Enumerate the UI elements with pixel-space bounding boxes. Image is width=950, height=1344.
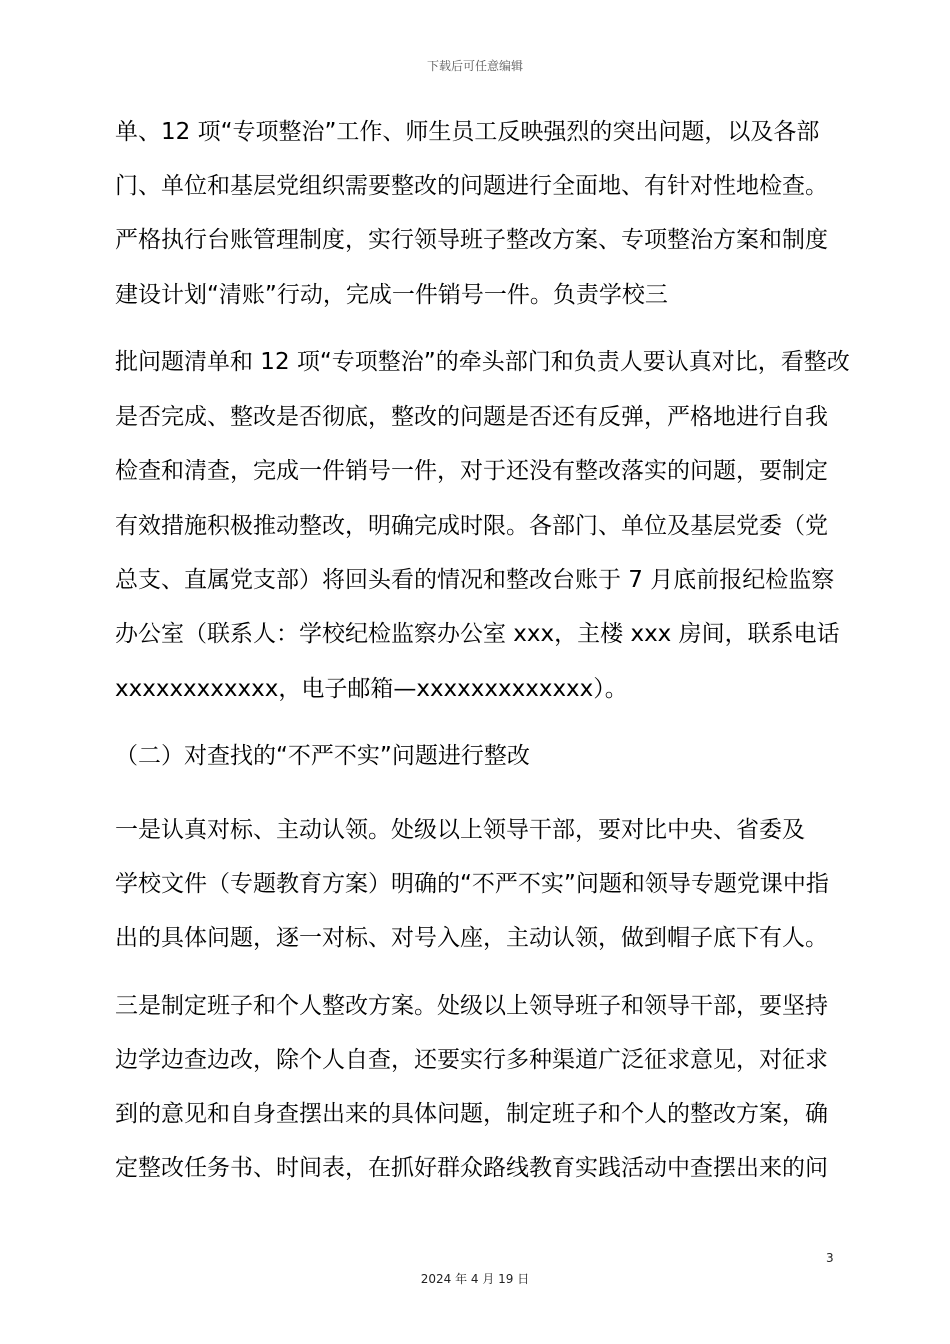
page-header-note: 下载后可任意编辑 <box>426 59 523 73</box>
body-line: 定整改任务书、时间表，在抓好群众路线教育实践活动中查摆出来的问 <box>115 1155 828 1181</box>
body-line: 有效措施积极推动整改，明确完成时限。各部门、单位及基层党委（党 <box>115 513 828 539</box>
page-number: 3 <box>826 1251 834 1265</box>
body-line: 出的具体问题，逐一对标、对号入座，主动认领，做到帽子底下有人。 <box>115 925 828 951</box>
body-line: 建设计划“清账”行动，完成一件销号一件。负责学校三 <box>115 282 668 308</box>
body-line: xxxxxxxxxxxx，电子邮箱—xxxxxxxxxxxxx）。 <box>115 676 628 702</box>
body-line: 边学边查边改，除个人自查，还要实行多种渠道广泛征求意见，对征求 <box>115 1047 828 1073</box>
body-line: 严格执行台账管理制度，实行领导班子整改方案、专项整治方案和制度 <box>115 227 828 253</box>
body-line: 总支、直属党支部）将回头看的情况和整改台账于 7 月底前报纪检监察 <box>115 567 835 593</box>
body-line: 办公室（联系人：学校纪检监察办公室 xxx，主楼 xxx 房间，联系电话 <box>115 621 840 647</box>
body-line: 单、12 项“专项整治”工作、师生员工反映强烈的突出问题，以及各部 <box>115 119 820 145</box>
body-line: 批问题清单和 12 项“专项整治”的牵头部门和负责人要认真对比，看整改 <box>115 349 850 375</box>
section-heading: （二）对查找的“不严不实”问题进行整改 <box>115 743 530 769</box>
body-line: 学校文件（专题教育方案）明确的“不严不实”问题和领导专题党课中指 <box>115 871 829 897</box>
body-line: 检查和清查，完成一件销号一件，对于还没有整改落实的问题，要制定 <box>115 458 828 484</box>
body-line: 一是认真对标、主动认领。处级以上领导干部，要对比中央、省委及 <box>115 817 805 843</box>
body-line: 到的意见和自身查摆出来的具体问题，制定班子和个人的整改方案，确 <box>115 1101 828 1127</box>
body-line: 三是制定班子和个人整改方案。处级以上领导班子和领导干部，要坚持 <box>115 993 828 1019</box>
body-line: 门、单位和基层党组织需要整改的问题进行全面地、有针对性地检查。 <box>115 173 828 199</box>
footer-date: 2024 年 4 月 19 日 <box>420 1272 530 1286</box>
body-line: 是否完成、整改是否彻底，整改的问题是否还有反弹，严格地进行自我 <box>115 404 828 430</box>
